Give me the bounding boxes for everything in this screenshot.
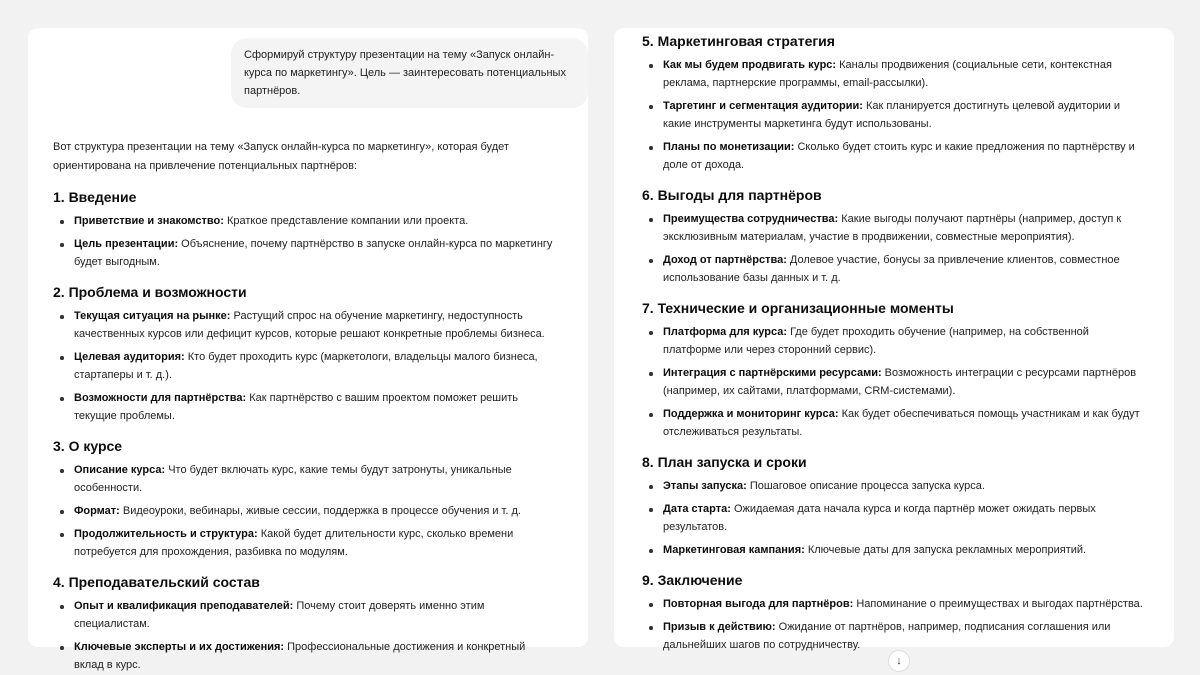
- bullet-list: [53, 212, 564, 271]
- list-item: [642, 97, 1143, 133]
- item-text: Что будет включать курс, какие темы будут затронуты, уникальные особенности.: [74, 464, 512, 494]
- item-text: Как планируется достигнуть целевой аудитории и какие инструменты маркетинга будут использованы.: [663, 100, 1121, 130]
- arrow-down-icon: ↓: [896, 655, 902, 667]
- list-item: [53, 525, 554, 561]
- item-text: Пошаговое описание процесса запуска курса.: [746, 480, 985, 492]
- list-item: [642, 251, 1143, 287]
- scroll-down-button[interactable]: [888, 650, 910, 672]
- item-text: Профессиональные достижения и конкретный вклад в курс.: [74, 641, 526, 671]
- list-item: [642, 323, 1143, 359]
- item-text: Долевое участие, бонусы за привлечение клиентов, совместное использование базы данных и т. д.: [663, 254, 1120, 284]
- item-label: Маркетинговая кампания:: [663, 544, 805, 556]
- item-text: Растущий спрос на обучение маркетингу, недоступность качественных курсов или дефицит курсов, которые решают конкретные проблемы бизнеса.: [74, 310, 545, 340]
- section-heading: 1. Введение: [53, 189, 137, 205]
- item-text: Объяснение, почему партнёрство в запуске онлайн-курса по маркетингу будет выгодным.: [74, 238, 553, 268]
- bullet-list: [642, 56, 1150, 174]
- list-item: [53, 212, 554, 230]
- user-message-bubble: Сформируй структуру презентации на тему «Запуск онлайн-курса по маркетингу». Цель — заинтересовать потенциальных партнёров.: [231, 38, 588, 108]
- list-item: [642, 477, 1143, 495]
- bullet-list: [642, 210, 1150, 287]
- item-text: Возможность интеграции с ресурсами партнёров (например, их сайтами, платформами, CRM-системами).: [663, 367, 1137, 397]
- bullet-list: [53, 597, 564, 674]
- bullet-list: [53, 307, 564, 425]
- section-heading: 3. О курсе: [53, 438, 123, 454]
- list-item: [642, 500, 1143, 536]
- item-label: Планы по монетизации:: [663, 141, 795, 153]
- list-item: [642, 56, 1143, 92]
- item-label: Таргетинг и сегментация аудитории:: [663, 100, 863, 112]
- assistant-sections: [642, 32, 1150, 654]
- list-item: [53, 502, 554, 520]
- item-label: Продолжительность и структура:: [74, 528, 258, 540]
- item-label: Платформа для курса:: [663, 326, 788, 338]
- item-label: Текущая ситуация на рынке:: [74, 310, 231, 322]
- item-label: Преимущества сотрудничества:: [663, 213, 839, 225]
- list-item: [53, 235, 554, 271]
- list-item: [53, 638, 554, 674]
- section-heading: 2. Проблема и возможности: [53, 284, 247, 300]
- item-text: Почему стоит доверять именно этим специалистам.: [74, 600, 485, 630]
- item-text: Как будет обеспечиваться помощь участникам и как будут отслеживаться результаты.: [663, 408, 1140, 438]
- list-item: [53, 307, 554, 343]
- bullet-list: [642, 595, 1150, 654]
- assistant-intro: Вот структура презентации на тему «Запуск онлайн-курса по маркетингу», которая будет ориентирована на привлечение потенциальных партнёров:: [53, 141, 509, 172]
- list-item: [642, 405, 1143, 441]
- item-label: Возможности для партнёрства:: [74, 392, 247, 404]
- item-text: Какие выгоды получают партнёры (например, доступ к эксклюзивным материалам, участие в продвижении, совместные мероприятия).: [663, 213, 1122, 243]
- assistant-sections: [53, 188, 564, 674]
- item-text: Где будет проходить обучение (например, на собственной платформе или через сторонний сервис).: [663, 326, 1089, 356]
- item-text: Кто будет проходить курс (маркетологи, владельцы малого бизнеса, стартаперы и т. д.).: [74, 351, 538, 381]
- section-heading: 6. Выгоды для партнёров: [642, 187, 822, 203]
- section-heading: 7. Технические и организационные моменты: [642, 300, 954, 316]
- item-label: Призыв к действию:: [663, 621, 776, 633]
- list-item: [642, 541, 1143, 559]
- item-label: Повторная выгода для партнёров:: [663, 598, 854, 610]
- list-item: [642, 138, 1143, 174]
- item-text: Краткое представление компании или проекта.: [223, 215, 469, 227]
- section-heading: 9. Заключение: [642, 572, 743, 588]
- section-heading: 8. План запуска и сроки: [642, 454, 807, 470]
- item-text: Ожидаемая дата начала курса и когда партнёр может ожидать первых результатов.: [663, 503, 1096, 533]
- item-text: Видеоуроки, вебинары, живые сессии, поддержка в процессе обучения и т. д.: [119, 505, 521, 517]
- bullet-list: [642, 477, 1150, 559]
- list-item: [53, 461, 554, 497]
- item-label: Поддержка и мониторинг курса:: [663, 408, 839, 420]
- bullet-list: [642, 323, 1150, 441]
- list-item: [53, 597, 554, 633]
- list-item: [53, 389, 554, 425]
- item-label: Как мы будем продвигать курс:: [663, 59, 837, 71]
- item-label: Описание курса:: [74, 464, 166, 476]
- item-text: Каналы продвижения (социальные сети, контекстная реклама, партнерские программы, email-рассылки).: [663, 59, 1112, 89]
- list-item: [642, 618, 1143, 654]
- list-item: [642, 364, 1143, 400]
- section-heading: 5. Маркетинговая стратегия: [642, 33, 835, 49]
- chat-panel-right: [614, 28, 1174, 651]
- list-item: [642, 595, 1143, 613]
- section-heading: 4. Преподавательский состав: [53, 574, 260, 590]
- item-text: Сколько будет стоить курс и какие предложения по партнёрству и доле от дохода.: [663, 141, 1135, 171]
- item-label: Опыт и квалификация преподавателей:: [74, 600, 294, 612]
- chat-panel-left: [28, 28, 588, 671]
- item-text: Какой будет длительности курс, сколько времени потребуется для прохождения, разбивка по модулям.: [74, 528, 514, 558]
- item-label: Ключевые эксперты и их достижения:: [74, 641, 285, 653]
- item-label: Интеграция с партнёрскими ресурсами:: [663, 367, 882, 379]
- item-text: Напоминание о преимуществах и выгодах партнёрства.: [853, 598, 1143, 610]
- list-item: [642, 210, 1143, 246]
- item-text: Как партнёрство с вашим проектом поможет решить текущие проблемы.: [74, 392, 519, 422]
- list-item: [53, 348, 554, 384]
- item-label: Этапы запуска:: [663, 480, 747, 492]
- item-label: Формат:: [74, 505, 120, 517]
- item-label: Приветствие и знакомство:: [74, 215, 224, 227]
- item-label: Цель презентации:: [74, 238, 179, 250]
- item-label: Дата старта:: [663, 503, 731, 515]
- bullet-list: [53, 461, 564, 561]
- item-text: Ключевые даты для запуска рекламных мероприятий.: [804, 544, 1087, 556]
- item-text: Ожидание от партнёров, например, подписания соглашения или дальнейших шагов по сотрудничеству.: [663, 621, 1111, 651]
- item-label: Целевая аудитория:: [74, 351, 185, 363]
- item-label: Доход от партнёрства:: [663, 254, 787, 266]
